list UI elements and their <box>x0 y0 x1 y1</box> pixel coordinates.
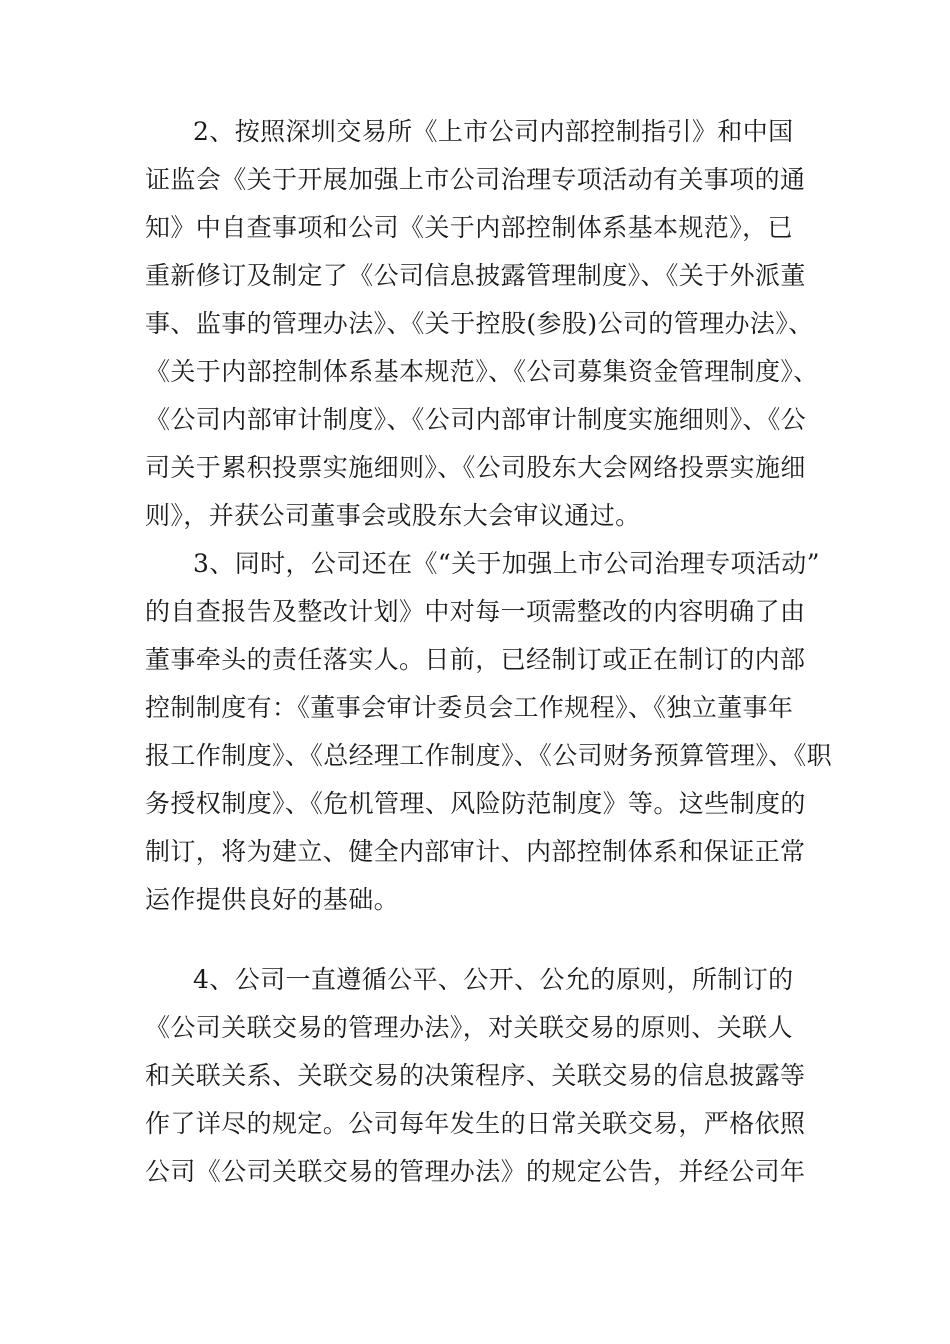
paragraph-3-line-2: 的自查报告及整改计划》中对每一项需整改的内容明确了由 <box>145 597 806 626</box>
paragraph-3-line-7: 制订，将为建立、健全内部审计、内部控制体系和保证正常 <box>145 837 806 866</box>
paragraph-2-line-5: 事、监事的管理办法》、《关于控股(参股)公司的管理办法》、 <box>145 309 814 338</box>
paragraph-3-line-4: 控制制度有：《董事会审计委员会工作规程》、《独立董事年 <box>145 693 794 722</box>
paragraph-4-line-4: 作了详尽的规定。公司每年发生的日常关联交易，严格依照 <box>145 1109 806 1138</box>
paragraph-2-line-1: 2、按照深圳交易所《上市公司内部控制指引》和中国 <box>193 117 794 146</box>
paragraph-4-line-5: 公司《公司关联交易的管理办法》的规定公告，并经公司年 <box>145 1157 806 1186</box>
paragraph-2-line-9: 则》，并获公司董事会或股东大会审议通过。 <box>145 501 641 530</box>
paragraph-3-line-6: 务授权制度》、《危机管理、风险防范制度》等。这些制度的 <box>145 789 806 818</box>
paragraph-3-line-3: 董事牵头的责任落实人。日前，已经制订或正在制订的内部 <box>145 645 806 674</box>
paragraph-3-line-8: 运作提供良好的基础。 <box>145 885 400 914</box>
paragraph-2-line-2: 证监会《关于开展加强上市公司治理专项活动有关事项的通 <box>145 165 806 194</box>
paragraph-2-line-7: 《公司内部审计制度》、《公司内部审计制度实施细则》、《公 <box>145 405 807 434</box>
paragraph-4-line-3: 和关联关系、关联交易的决策程序、关联交易的信息披露等 <box>145 1061 806 1090</box>
paragraph-3-line-5: 报工作制度》、《总经理工作制度》、《公司财务预算管理》、《职 <box>145 741 833 770</box>
paragraph-2-line-8: 司关于累积投票实施细则》、《公司股东大会网络投票实施细 <box>145 453 806 482</box>
paragraph-2-line-3: 知》中自查事项和公司《关于内部控制体系基本规范》，已 <box>145 213 793 242</box>
paragraph-4-line-2: 《公司关联交易的管理办法》，对关联交易的原则、关联人 <box>145 1013 793 1042</box>
paragraph-2-line-6: 《关于内部控制体系基本规范》、《公司募集资金管理制度》、 <box>145 357 819 386</box>
paragraph-4-line-1: 4、公司一直遵循公平、公开、公允的原则，所制订的 <box>193 965 794 994</box>
paragraph-3-line-1: 3、同时，公司还在《“关于加强上市公司治理专项活动” <box>193 549 820 578</box>
paragraph-2-line-4: 重新修订及制定了《公司信息披露管理制度》、《关于外派董 <box>145 261 806 290</box>
